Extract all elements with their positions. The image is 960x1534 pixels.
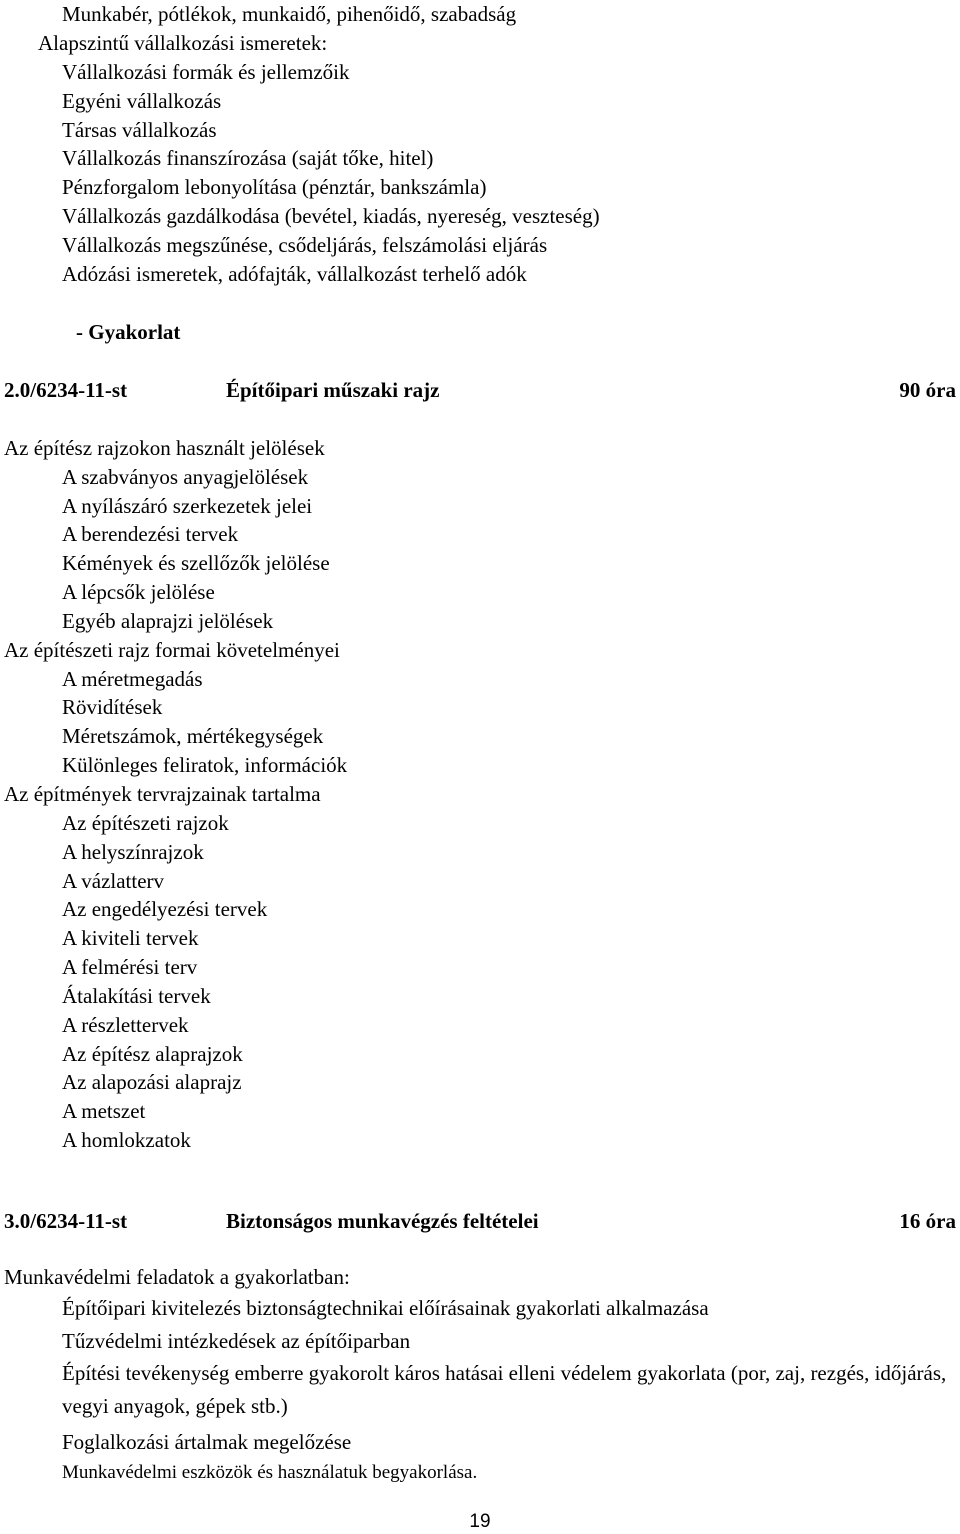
list-item: Adózási ismeretek, adófajták, vállalkozást terhelő adók: [62, 262, 527, 286]
list-item: A felmérési terv: [62, 955, 198, 979]
list-item: Különleges feliratok, információk: [62, 753, 348, 777]
group-heading: Az építmények tervrajzainak tartalma: [4, 782, 321, 806]
list-item: Egyéni vállalkozás: [62, 89, 222, 113]
list-item: Kémények és szellőzők jelölése: [62, 551, 330, 575]
list-item: Rövidítések: [62, 695, 163, 719]
group-heading: Munkavédelmi feladatok a gyakorlatban:: [4, 1265, 350, 1289]
list-item: Az alapozási alaprajz: [62, 1070, 242, 1094]
section-2-title: Építőipari műszaki rajz: [226, 378, 440, 402]
list-item: A szabványos anyagjelölések: [62, 465, 309, 489]
page-number: 19: [469, 1511, 491, 1532]
list-item: A méretmegadás: [62, 667, 203, 691]
list-item: Vállalkozás gazdálkodása (bevétel, kiadás, nyereség, veszteség): [62, 204, 600, 228]
list-item: A lépcsők jelölése: [62, 580, 215, 604]
list-item: A metszet: [62, 1099, 146, 1123]
group-heading: Az építészeti rajz formai követelményei: [4, 638, 340, 662]
section-3-code: 3.0/6234-11-st: [4, 1209, 128, 1233]
section-3-title: Biztonságos munkavégzés feltételei: [226, 1209, 539, 1233]
list-item: Építési tevékenység emberre gyakorolt káros hatásai elleni védelem gyakorlata (por, zaj, rezgés, időjárás, vegyi anyagok, gépek stb.): [62, 1361, 947, 1418]
list-item: Tűzvédelmi intézkedések az építőiparban: [62, 1329, 411, 1353]
list-item: Egyéb alaprajzi jelölések: [62, 609, 274, 633]
list-item: A vázlatterv: [62, 869, 165, 893]
list-item: Vállalkozás finanszírozása (saját tőke, hitel): [62, 146, 434, 170]
list-item: Munkabér, pótlékok, munkaidő, pihenőidő, szabadság: [62, 2, 517, 26]
list-item: Építőipari kivitelezés biztonságtechnikai előírásainak gyakorlati alkalmazása: [62, 1296, 709, 1320]
list-item: Az engedélyezési tervek: [62, 897, 268, 921]
group-heading: Az építész rajzokon használt jelölések: [4, 436, 325, 460]
section-3-hours: 16 óra: [899, 1209, 956, 1233]
basic-business-heading: Alapszintű vállalkozási ismeretek:: [38, 31, 328, 55]
list-item: Az építészeti rajzok: [62, 811, 229, 835]
list-item: Átalakítási tervek: [62, 984, 211, 1008]
section-2-hours: 90 óra: [899, 378, 956, 402]
list-item: Foglalkozási ártalmak megelőzése: [62, 1430, 352, 1454]
list-item: A homlokzatok: [62, 1128, 191, 1152]
list-item: A részlettervek: [62, 1013, 189, 1037]
section-2-code: 2.0/6234-11-st: [4, 378, 128, 402]
list-item: Munkavédelmi eszközök és használatuk begyakorlása.: [62, 1462, 478, 1483]
list-item: A nyílászáró szerkezetek jelei: [62, 494, 313, 518]
list-item: Vállalkozás megszűnése, csődeljárás, felszámolási eljárás: [62, 233, 548, 257]
list-item: Vállalkozási formák és jellemzőik: [62, 60, 350, 84]
list-item: A helyszínrajzok: [62, 840, 204, 864]
list-item: Az építész alaprajzok: [62, 1042, 243, 1066]
practice-label: - Gyakorlat: [76, 320, 181, 344]
list-item: Pénzforgalom lebonyolítása (pénztár, bankszámla): [62, 175, 487, 199]
list-item: Társas vállalkozás: [62, 118, 217, 142]
list-item: Méretszámok, mértékegységek: [62, 724, 324, 748]
list-item: A kiviteli tervek: [62, 926, 199, 950]
list-item: A berendezési tervek: [62, 522, 239, 546]
